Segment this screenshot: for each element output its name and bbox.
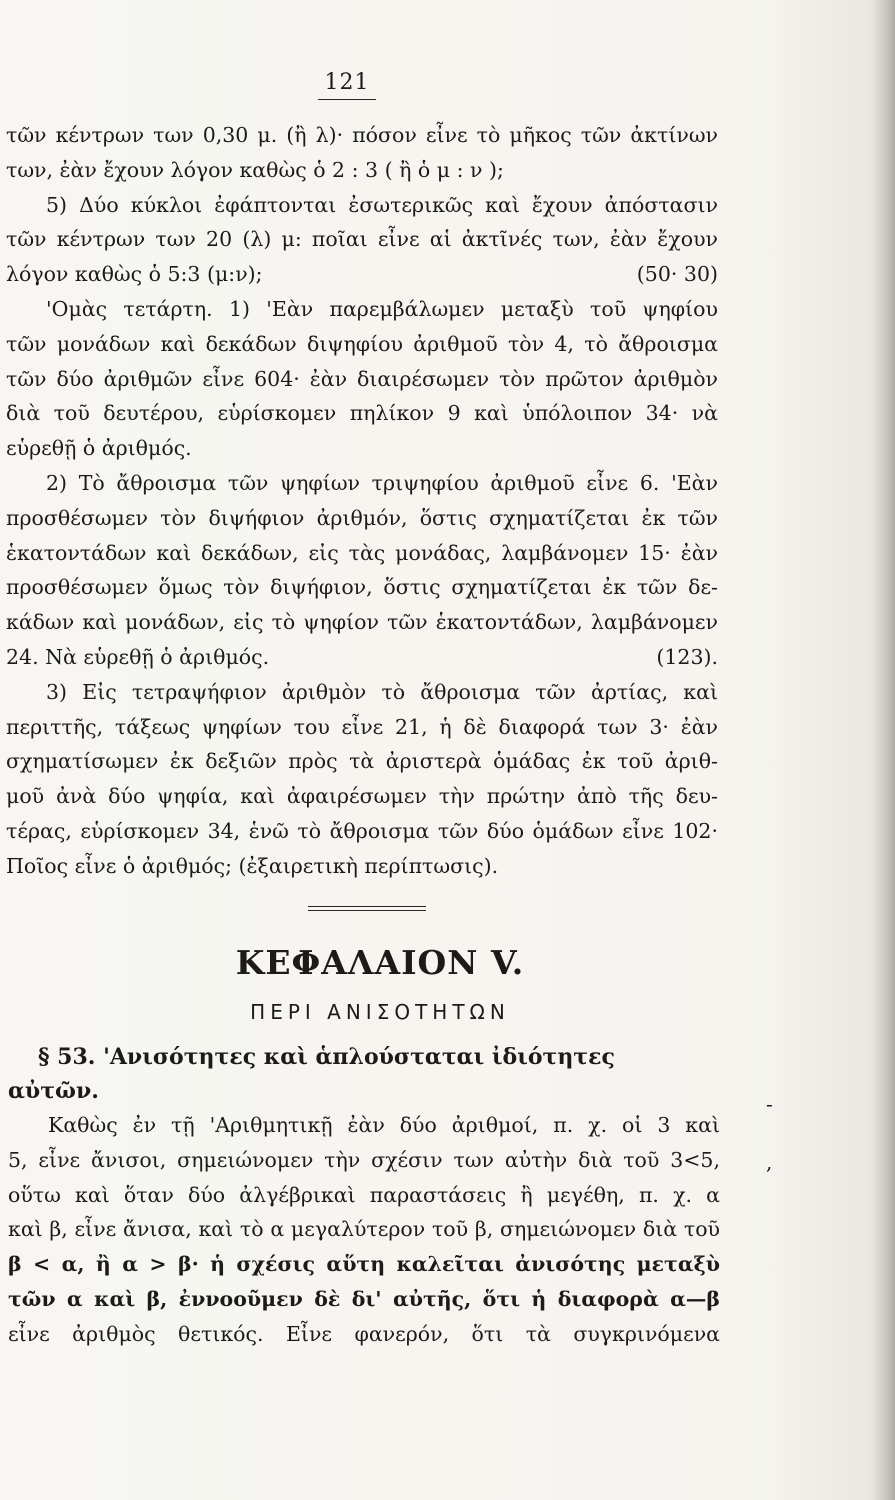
text-line: των, ἐὰν ἔχουν λόγον καθὼς ὁ 2 : 3 ( ἢ ὁ μ : ν );: [6, 157, 504, 182]
text-line: εἶνε ἀριθμὸς θετικός. Εἶνε φανερόν, ὅτι τὰ συγκρινόμενα: [8, 1321, 720, 1346]
text-line-with-answer: [6, 257, 718, 292]
section-divider: [308, 906, 426, 914]
divider-rule: [308, 906, 426, 907]
text-line-with-answer: [6, 640, 718, 675]
text-line: προσθέσωμεν τὸν διψήφιον ἀριθμόν, ὅστις σχηματίζεται ἐκ τῶν: [6, 505, 718, 530]
text-line: τέρας, εὑρίσκομεν 34, ἑνῶ τὸ ἄθροισμα τῶν δύο ὁμάδων εἶνε 102·: [6, 818, 718, 843]
section-53: [8, 1040, 720, 1352]
text-line: σχηματίσωμεν ἐκ δεξιῶν πρὸς τὰ ἀριστερὰ ὁμάδας ἐκ τοῦ ἀριθ-: [6, 749, 718, 774]
text-line: ἑκατοντάδων καὶ δεκάδων, εἰς τὰς μονάδας, λαμβάνομεν 15· ἐὰν: [6, 540, 718, 565]
chapter-subtitle: ΠΕΡΙ ΑΝΙΣΟΤΗΤΩΝ: [250, 1000, 510, 1024]
group-heading: 'Ομὰς τετάρτη. 1) 'Εὰν παρεμβάλωμεν μεταξὺ τοῦ ψηφίου: [46, 296, 718, 321]
text-line: Ποῖος εἶνε ὁ ἀριθμός; (ἐξαιρετικὴ περίπτωσις).: [6, 853, 499, 878]
margin-mark: ,: [766, 1150, 773, 1174]
divider-rule: [308, 910, 426, 911]
text-line: μοῦ ἀνὰ δύο ψηφία, καὶ ἀφαιρέσωμεν τὴν πρώτην ἀπὸ τῆς δευ-: [6, 784, 718, 809]
text-line: 5) Δύο κύκλοι ἐφάπτονται ἐσωτερικῶς καὶ ἔχουν ἀπόστασιν: [46, 192, 718, 217]
text-line: Καθὼς ἐν τῇ 'Αριθμητικῇ ἐὰν δύο ἀριθμοί, π. χ. οἱ 3 καὶ: [48, 1113, 720, 1137]
text-line: 5, εἶνε ἄνισοι, σημειώνομεν τὴν σχέσιν των αὐτὴν διὰ τοῦ 3<5,: [8, 1147, 720, 1172]
answer-tag: (50· 30): [636, 262, 718, 287]
text-line: εὑρεθῇ ὁ ἀριθμός.: [6, 436, 192, 461]
text-line: 2) Τὸ ἄθροισμα τῶν ψηφίων τριψηφίου ἀριθμοῦ εἶνε 6. 'Εὰν: [46, 470, 718, 495]
section-title: 'Ανισότητες καὶ ἁπλούσταται ἰδιότητες: [103, 1044, 615, 1070]
text-line: τῶν κέντρων των 20 (λ) μ: ποῖαι εἶνε αἱ ἀκτῖνές των, ἐὰν ἔχουν: [6, 227, 718, 252]
text-line: λόγον καθὼς ὁ 5:3 (μ:ν);: [6, 262, 263, 287]
exercise-text: [6, 118, 718, 884]
text-line: διὰ τοῦ δευτέρου, εὑρίσκομεν πηλίκον 9 καὶ ὑπόλοιπον 34· νὰ: [6, 401, 718, 426]
page-number: 121: [324, 70, 370, 95]
page-number-underline: [318, 99, 376, 100]
page-edge-shadow: [873, 0, 895, 1500]
answer-tag: (123).: [656, 644, 718, 669]
text-line: προσθέσωμεν ὅμως τὸν διψήφιον, ὅστις σχηματίζεται ἐκ τῶν δε-: [6, 575, 718, 600]
text-line: β < α, ἢ α > β· ἡ σχέσις αὕτη καλεῖται ἀνισότης μεταξὺ: [8, 1252, 720, 1277]
text-line: τῶν α καὶ β, ἐννοοῦμεν δὲ δι' αὐτῆς, ὅτι ἡ διαφορὰ α—β: [8, 1286, 720, 1311]
text-line: οὕτω καὶ ὅταν δύο ἀλγέβρικαὶ παραστάσεις ἢ μεγέθη, π. χ. α: [8, 1182, 720, 1207]
text-line: τῶν δύο ἀριθμῶν εἶνε 604· ἐὰν διαιρέσωμεν τὸν πρῶτον ἀριθμὸν: [6, 366, 718, 391]
section-title-continued: αὐτῶν.: [8, 1078, 99, 1104]
margin-mark: -: [766, 1092, 773, 1116]
section-number: § 53.: [38, 1044, 96, 1070]
text-line: περιττῆς, τάξεως ψηφίων του εἶνε 21, ἡ δὲ διαφορά των 3· ἐὰν: [6, 714, 718, 739]
text-line: τῶν κέντρων των 0,30 μ. (ἢ λ)· πόσον εἶνε τὸ μῆκος τῶν ἀκτίνων: [6, 123, 718, 147]
section-heading: [8, 1040, 720, 1074]
text-line: καὶ β, εἶνε ἄνισα, καὶ τὸ α μεγαλύτερον τοῦ β, σημειώνομεν διὰ τοῦ: [8, 1217, 720, 1242]
text-line: κάδων καὶ μονάδων, εἰς τὸ ψηφίον τῶν ἑκατοντάδων, λαμβάνομεν: [6, 610, 718, 635]
chapter-title: ΚΕΦΑΛΑΙΟΝ V.: [235, 943, 525, 982]
text-line: 24. Νὰ εὑρεθῇ ὁ ἀριθμός.: [6, 644, 270, 669]
text-line: [6, 292, 718, 327]
text-line: τῶν μονάδων καὶ δεκάδων διψηφίου ἀριθμοῦ τὸν 4, τὸ ἄθροισμα: [6, 331, 718, 356]
text-line: 3) Εἰς τετραψήφιον ἀριθμὸν τὸ ἄθροισμα τῶν ἀρτίας, καὶ: [46, 679, 718, 704]
